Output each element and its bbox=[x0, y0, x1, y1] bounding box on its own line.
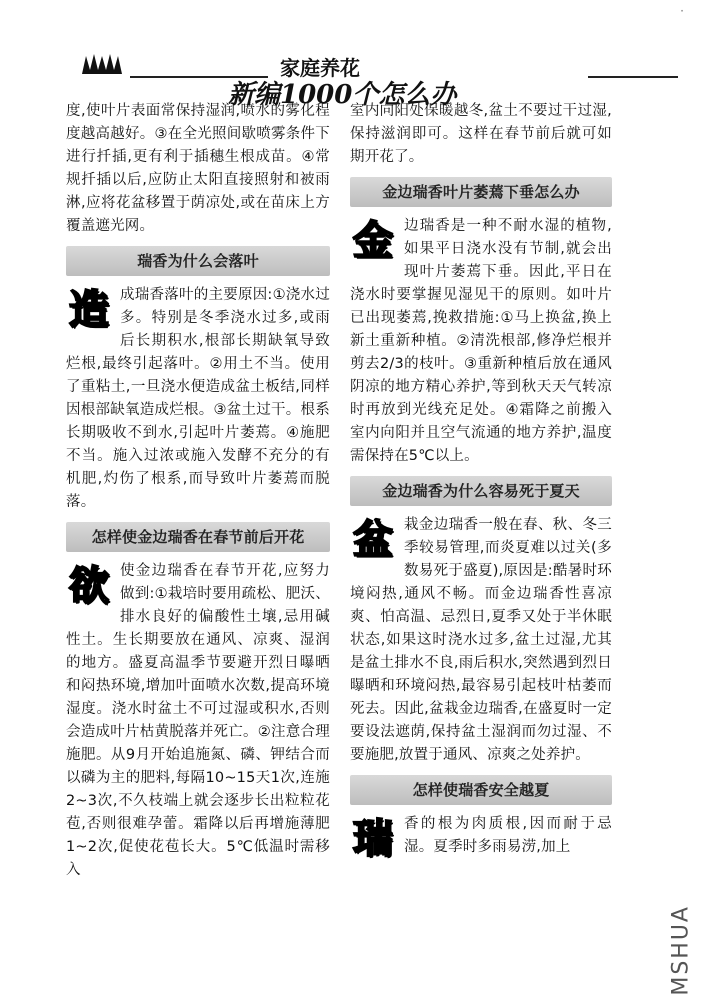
corner-mark: · bbox=[680, 4, 684, 18]
section-heading: 金边瑞香为什么容易死于夏天 bbox=[350, 476, 612, 506]
paragraph-text: 栽金边瑞香一般在春、秋、冬三季较易管理,而炎夏难以过关(多数易死于盛夏),原因是:酷暑时环境闷热,通风不畅。而金边瑞香性喜凉爽、怕高温、忌烈日,夏季又处于半休眠状态,如果这时浇水过多,盆土过湿,尤其是盆土排水不良,雨后积水,突然遇到烈日曝晒和环境闷热,最容易引起枝叶枯萎而死去。因此,盆栽金边瑞香,在盛夏时一定要设法遮荫,保持盆土湿润而勿过湿、不要施肥,放置于通风、凉爽之处养护。 bbox=[350, 517, 612, 763]
paragraph-text: 边瑞香是一种不耐水湿的植物,如果平日浇水没有节制,就会出现叶片萎蔫下垂。因此,平日在浇水时要掌握见湿见干的原则。如叶片已出现萎蔫,挽救措施:①马上换盆,换上新土重新种植。②清洗根部,修净烂根并剪去2/3的枝叶。③重新种植后放在通风阴凉的地方精心养护,等到秋天天气转凉时再放到光线充足处。④霜降之前搬入室内向阳并且空气流通的地方养护,温度需保持在5℃以上。 bbox=[350, 218, 612, 464]
drop-cap: 盆 bbox=[352, 516, 394, 563]
paragraph bbox=[350, 215, 612, 468]
paragraph-text: 使金边瑞香在春节开花,应努力做到:①栽培时要用疏松、肥沃、排水良好的偏酸性土壤,忌用碱性土。生长期要放在通风、凉爽、湿润的地方。盛夏高温季节要避开烈日曝晒和闷热环境,增加叶面喷水次数,提高环境湿度。浇水时盆土不可过湿或积水,否则会造成叶片枯黄脱落并死亡。②注意合理施肥。从9月开始追施氮、磷、钾结合而以磷为主的肥料,每隔10~15天1次,连施2~3次,不久枝端上就会逐步长出粒粒花苞,否则很难孕蕾。霜降以后再增施薄肥1~2次,促使花苞长大。5℃低温时需移入 bbox=[66, 563, 330, 878]
series-name: 家庭养花 bbox=[280, 56, 360, 80]
section-heading: 怎样使金边瑞香在春节前后开花 bbox=[66, 522, 330, 552]
right-column bbox=[350, 100, 612, 862]
section-heading: 金边瑞香叶片萎蔫下垂怎么办 bbox=[350, 177, 612, 207]
left-column bbox=[66, 100, 330, 882]
paragraph-text: 香的根为肉质根,因而耐于忌湿。夏季时多雨易涝,加上 bbox=[404, 816, 612, 855]
book-title: 新编1000个怎么办 bbox=[228, 80, 457, 110]
watermark: MSHUA bbox=[669, 905, 694, 996]
paragraph bbox=[350, 813, 612, 862]
paragraph: 室内向阳处保暖越冬,盆土不要过干过湿,保持滋润即可。这样在春节前后就可如期开花了。 bbox=[350, 103, 612, 165]
drop-cap: 瑞 bbox=[352, 815, 394, 862]
section-heading: 瑞香为什么会落叶 bbox=[66, 246, 330, 276]
header-rule-right bbox=[588, 76, 678, 78]
drop-cap: 欲 bbox=[68, 562, 110, 609]
paragraph-text: 成瑞香落叶的主要原因:①浇水过多。特别是冬季浇水过多,或雨后长期积水,根部长期缺氧导致烂根,最终引起落叶。②用土不当。使用了重粘土,一旦浇水便造成盆土板结,同样因根部缺氧造成烂根。③盆土过干。根系长期吸收不到水,引起叶片萎蔫。④施肥不当。施入过浓或施入发酵不充分的有机肥,灼伤了根系,而导致叶片萎蔫而脱落。 bbox=[66, 287, 330, 510]
section-heading: 怎样使瑞香安全越夏 bbox=[350, 775, 612, 805]
drop-cap: 金 bbox=[352, 217, 394, 264]
book-logo-icon bbox=[80, 52, 126, 76]
paragraph: 度,使叶片表面常保持湿润,喷水的雾化程度越高越好。③在全光照间歇喷雾条件下进行扦插,更有利于插穗生根成苗。④常规扦插以后,应防止太阳直接照射和被雨淋,应将花盆移置于荫凉处,或在苗床上方覆盖遮光网。 bbox=[66, 103, 330, 234]
paragraph bbox=[66, 284, 330, 514]
paragraph bbox=[350, 514, 612, 767]
drop-cap: 造 bbox=[68, 286, 110, 333]
paragraph bbox=[66, 560, 330, 882]
